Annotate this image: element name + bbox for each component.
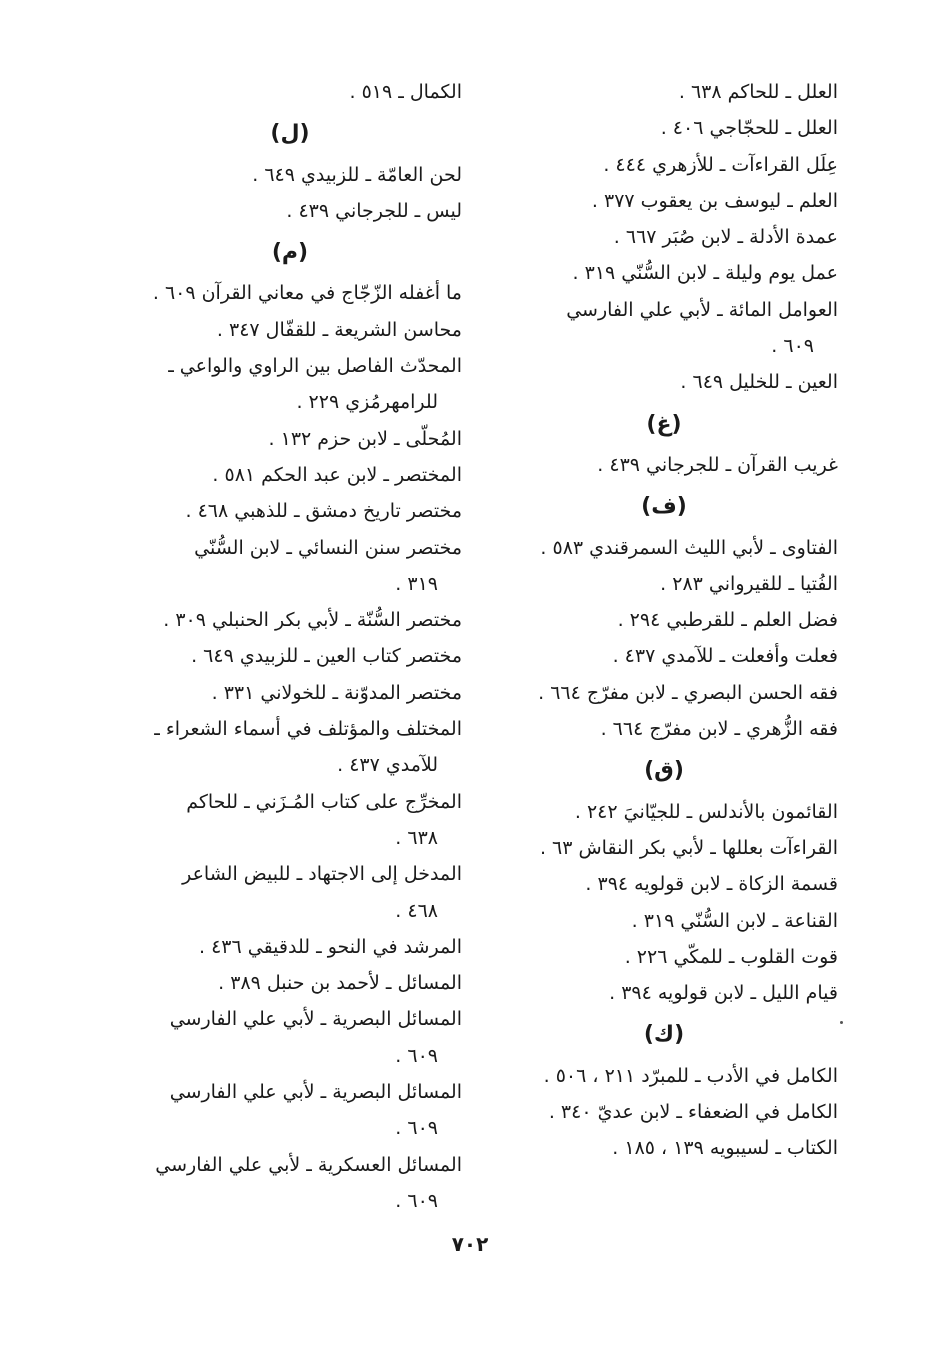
entry-title: عِلَل القراءآت ـ للأزهري ٤٤٤ . bbox=[603, 153, 838, 176]
index-entry bbox=[118, 675, 462, 711]
entry-title: فعلت وأفعلت ـ للآمدي ٤٣٧ . bbox=[612, 645, 838, 668]
index-entry bbox=[118, 1147, 462, 1220]
entry-title: مختصر السُّنّة ـ لأبي بكر الحنبلي ٣٠٩ . bbox=[163, 609, 462, 632]
index-entry bbox=[490, 1058, 838, 1094]
entry-title: العلل ـ للحجّاجي ٤٠٦ . bbox=[660, 117, 838, 140]
entry-title: قسمة الزكاة ـ لابن قولويه ٣٩٤ . bbox=[585, 873, 838, 896]
index-entry bbox=[490, 975, 838, 1011]
entry-title: القراءآت بعللها ـ لأبي بكر النقاش ٦٣ . bbox=[539, 836, 838, 859]
index-entry bbox=[118, 312, 462, 348]
index-entry bbox=[118, 421, 462, 457]
entry-title: غريب القرآن ـ للجرجاني ٤٣٩ . bbox=[597, 453, 838, 476]
entry-title: القناعة ـ لابن السُّنّي ٣١٩ . bbox=[631, 909, 838, 932]
entry-title: العين ـ للخليل ٦٤٩ . bbox=[680, 371, 838, 394]
index-entry bbox=[490, 110, 838, 146]
index-entry bbox=[490, 147, 838, 183]
entry-title: المسائل البصرية ـ لأبي علي الفارسي bbox=[169, 1081, 462, 1104]
index-entry bbox=[490, 74, 838, 110]
index-entry bbox=[490, 1094, 838, 1130]
entry-continuation: ٦٣٨ . bbox=[395, 826, 438, 849]
entry-title: لحن العامّة ـ للزبيدي ٦٤٩ . bbox=[252, 163, 462, 186]
page-number: ٧٠٢ bbox=[451, 1232, 489, 1256]
index-entry bbox=[118, 1001, 462, 1074]
entry-title: المسائل ـ لأحمد بن حنبل ٣٨٩ . bbox=[218, 972, 462, 995]
entry-continuation: ٣١٩ . bbox=[395, 572, 438, 595]
entry-title: قوت القلوب ـ للمكّي ٢٢٦ . bbox=[624, 945, 838, 968]
entry-continuation: ٤٦٨ . bbox=[395, 899, 438, 922]
index-entry bbox=[490, 866, 838, 902]
index-entry bbox=[118, 1074, 462, 1147]
entry-title: العلل ـ للحاكم ٦٣٨ . bbox=[678, 81, 838, 103]
entry-title: الكامل في الأدب ـ للمبرّد ٢١١ ، ٥٠٦ . bbox=[543, 1064, 838, 1087]
entry-title: مختصر كتاب العين ـ للزبيدي ٦٤٩ . bbox=[191, 645, 462, 668]
section-letter-heading: (ل) bbox=[270, 121, 310, 147]
index-entry bbox=[118, 784, 462, 857]
index-entry bbox=[490, 530, 838, 566]
entry-title: فقه الحسن البصري ـ لابن مفرّج ٦٦٤ . bbox=[538, 681, 838, 704]
entry-continuation: ٦٠٩ . bbox=[395, 1117, 438, 1140]
scan-speck bbox=[840, 1021, 843, 1024]
entry-title: المرشد في النحو ـ للدقيقي ٤٣٦ . bbox=[198, 935, 462, 958]
index-entry bbox=[118, 638, 462, 674]
section-letter-heading: (م) bbox=[271, 240, 309, 266]
index-entry bbox=[490, 255, 838, 291]
index-entry bbox=[490, 566, 838, 602]
index-entry bbox=[490, 711, 838, 747]
entry-continuation: ٦٠٩ . bbox=[395, 1189, 438, 1212]
entry-continuation: للرامهرمُزي ٢٢٩ . bbox=[296, 391, 438, 414]
index-entry bbox=[118, 965, 462, 1001]
index-entry bbox=[490, 602, 838, 638]
index-entry bbox=[118, 602, 462, 638]
index-entry bbox=[490, 939, 838, 975]
entry-title: ما أغفله الزّجّاج في معاني القرآن ٦٠٩ . bbox=[152, 282, 462, 305]
index-entry bbox=[490, 638, 838, 674]
index-entry bbox=[118, 457, 462, 493]
section-letter-heading: (ك) bbox=[643, 1022, 685, 1048]
index-entry bbox=[118, 929, 462, 965]
section-letter-heading: (غ) bbox=[646, 411, 682, 437]
entry-title: المحدّث الفاصل بين الراوي والواعي ـ bbox=[168, 355, 462, 378]
entry-title: الفُتيا ـ للقيرواني ٢٨٣ . bbox=[660, 572, 838, 595]
entry-title: المسائل البصرية ـ لأبي علي الفارسي bbox=[169, 1008, 462, 1031]
entry-title: مختصر المدوّنة ـ للخولاني ٣٣١ . bbox=[211, 681, 462, 704]
entry-title: المسائل العسكرية ـ لأبي علي الفارسي bbox=[155, 1153, 462, 1176]
index-entry bbox=[118, 193, 462, 229]
entry-title: ليس ـ للجرجاني ٤٣٩ . bbox=[286, 199, 462, 222]
index-column-left bbox=[118, 74, 462, 1219]
index-entry bbox=[490, 292, 838, 365]
entry-title: فقه الزُّهري ـ لابن مفرّج ٦٦٤ . bbox=[600, 718, 838, 741]
entry-title: العلم ـ ليوسف بن يعقوب ٣٧٧ . bbox=[591, 189, 838, 212]
entry-title: الكتاب ـ لسيبويه ١٣٩ ، ١٨٥ . bbox=[612, 1137, 838, 1160]
entry-title: الكمال ـ ٥١٩ . bbox=[349, 81, 462, 103]
entry-title: محاسن الشريعة ـ للقفّال ٣٤٧ . bbox=[216, 318, 462, 341]
index-entry bbox=[118, 74, 462, 110]
entry-title: الكامل في الضعفاء ـ لابن عديّ ٣٤٠ . bbox=[548, 1101, 838, 1124]
entry-title: مختصر سنن النسائي ـ لابن السُّنّي bbox=[194, 536, 462, 559]
entry-continuation: للآمدي ٤٣٧ . bbox=[337, 754, 438, 777]
entry-title: عمدة الأدلة ـ لابن صُبَر ٦٦٧ . bbox=[613, 226, 838, 249]
index-entry bbox=[490, 903, 838, 939]
index-column-right bbox=[490, 74, 838, 1167]
index-entry bbox=[490, 219, 838, 255]
index-entry bbox=[490, 183, 838, 219]
entry-title: المدخل إلى الاجتهاد ـ للبيض الشاعر bbox=[182, 863, 462, 886]
index-entry bbox=[118, 530, 462, 603]
entry-title: المختصر ـ لابن عبد الحكم ٥٨١ . bbox=[212, 463, 462, 486]
index-entry bbox=[490, 364, 838, 400]
section-letter-heading: (ق) bbox=[644, 758, 684, 784]
entry-title: المُحلّى ـ لابن حزم ١٣٢ . bbox=[268, 427, 462, 450]
entry-continuation: ٦٠٩ . bbox=[771, 335, 814, 358]
entry-continuation: ٦٠٩ . bbox=[395, 1044, 438, 1067]
index-entry bbox=[490, 1130, 838, 1166]
index-entry bbox=[118, 493, 462, 529]
entry-title: فضل العلم ـ للقرطبي ٢٩٤ . bbox=[617, 609, 838, 632]
entry-title: عمل يوم وليلة ـ لابن السُّنّي ٣١٩ . bbox=[572, 262, 838, 285]
entry-title: قيام الليل ـ لابن قولويه ٣٩٤ . bbox=[609, 982, 838, 1005]
index-entry bbox=[490, 675, 838, 711]
index-entry bbox=[118, 856, 462, 929]
entry-title: المخرِّج على كتاب المُـزَني ـ للحاكم bbox=[186, 790, 462, 813]
section-letter-heading: (ف) bbox=[641, 494, 687, 520]
entry-title: الفتاوى ـ لأبي الليث السمرقندي ٥٨٣ . bbox=[540, 536, 838, 559]
index-entry bbox=[118, 157, 462, 193]
entry-title: القائمون بالأندلس ـ للجيّانيَ ٢٤٢ . bbox=[574, 800, 838, 823]
entry-title: المختلف والمؤتلف في أسماء الشعراء ـ bbox=[154, 718, 462, 741]
index-entry bbox=[118, 711, 462, 784]
index-entry bbox=[490, 447, 838, 483]
entry-title: مختصر تاريخ دمشق ـ للذهبي ٤٦٨ . bbox=[185, 500, 462, 523]
index-entry bbox=[118, 275, 462, 311]
index-entry bbox=[490, 794, 838, 830]
index-entry bbox=[118, 348, 462, 421]
index-entry bbox=[490, 830, 838, 866]
entry-title: العوامل المائة ـ لأبي علي الفارسي bbox=[566, 298, 838, 321]
